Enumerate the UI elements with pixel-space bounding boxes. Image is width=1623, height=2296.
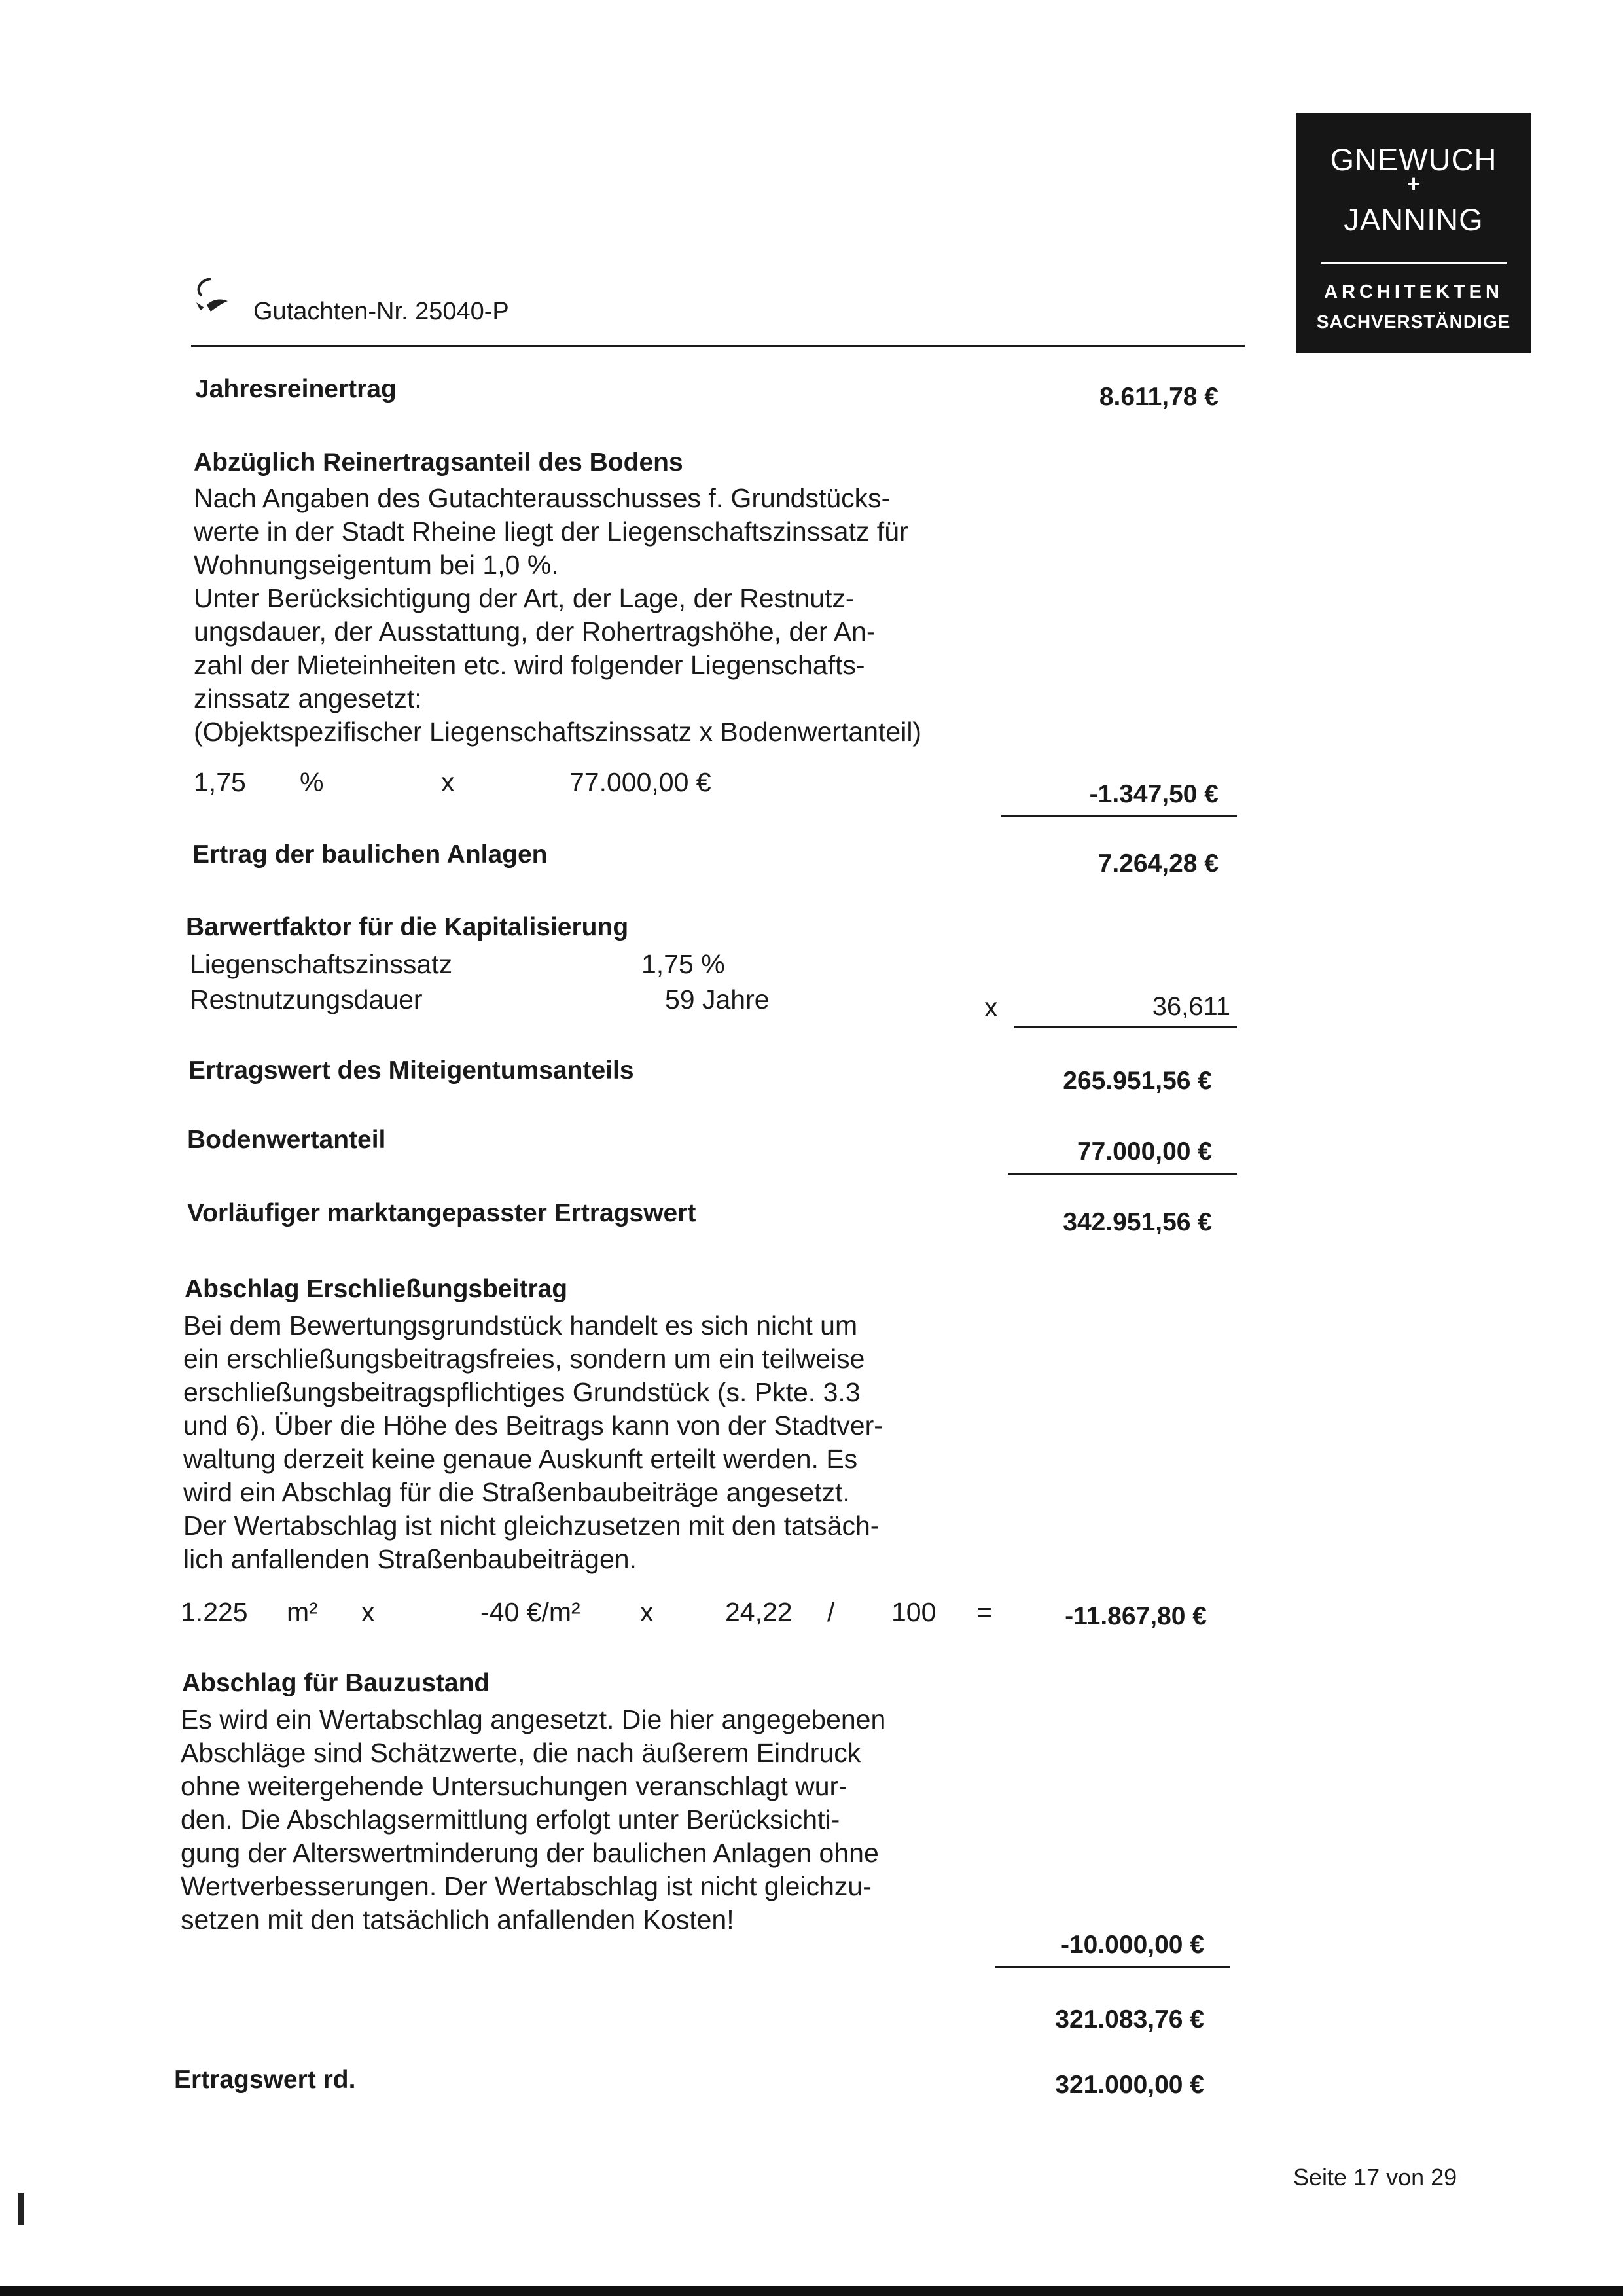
ertragswert-rd-value: 321.000,00 €	[1055, 2071, 1204, 2099]
bauzustand-value: -10.000,00 €	[1060, 1931, 1204, 1959]
paragraph-line: Abschläge sind Schätzwerte, die nach äußerem Eindruck	[181, 1738, 861, 1768]
barwertfaktor-row-label: Restnutzungsdauer	[190, 984, 423, 1014]
bauzustand-heading: Abschlag für Bauzustand	[182, 1669, 490, 1697]
paragraph-line: Nach Angaben des Gutachterausschusses f. Grundstücks-	[194, 483, 891, 513]
ertragswert-mea-value: 265.951,56 €	[1063, 1067, 1212, 1095]
erschliessung-calc-divisor: 100	[891, 1597, 936, 1627]
erschliessung-paragraph	[183, 1309, 883, 1576]
page-number: Seite 17 von 29	[1293, 2164, 1457, 2191]
bodenanteil-calc-base: 77.000,00 €	[569, 767, 711, 797]
erschliessung-calc-area: 1.225	[181, 1597, 248, 1627]
paragraph-line: Unter Berücksichtigung der Art, der Lage, der Restnutz-	[194, 583, 855, 613]
paragraph-line: wird ein Abschlag für die Straßenbaubeiträge angesetzt.	[183, 1477, 850, 1507]
barwertfaktor-value: 36,611	[1152, 992, 1230, 1021]
paragraph-line: Wohnungseigentum bei 1,0 %.	[194, 550, 559, 580]
paragraph-line: Es wird ein Wertabschlag angesetzt. Die hier angegebenen	[181, 1704, 886, 1734]
paragraph-line: Bei dem Bewertungsgrundstück handelt es sich nicht um	[183, 1310, 858, 1340]
ertrag-anlagen-value: 7.264,28 €	[1097, 850, 1219, 878]
bodenanteil-calc-operator: x	[441, 767, 455, 797]
scan-mark	[18, 2193, 24, 2225]
erschliessung-calc-equals: =	[976, 1597, 992, 1627]
barwertfaktor-heading: Barwertfaktor für die Kapitalisierung	[186, 913, 629, 941]
jahresreinertrag-value: 8.611,78 €	[1099, 383, 1219, 411]
bodenanteil-heading: Abzüglich Reinertragsanteil des Bodens	[194, 448, 683, 476]
ertragswert-rd-label: Ertragswert rd.	[174, 2066, 356, 2094]
paragraph-line: ein erschließungsbeitragsfreies, sondern um ein teilweise	[183, 1344, 865, 1374]
report-number: Gutachten-Nr. 25040-P	[253, 298, 509, 325]
paragraph-line: zinssatz angesetzt:	[194, 683, 422, 713]
subtotal-rule	[1008, 1173, 1237, 1175]
erschliessung-calc-share: 24,22	[725, 1597, 793, 1627]
paragraph-line: ohne weitergehende Untersuchungen veranschlagt wur-	[181, 1771, 847, 1801]
erschliessung-calc-operator: /	[827, 1597, 835, 1627]
bodenwertanteil-label: Bodenwertanteil	[187, 1126, 386, 1154]
header-rule	[191, 345, 1245, 347]
logo-divider	[1321, 262, 1507, 264]
bodenanteil-paragraph	[194, 482, 921, 749]
paragraph-line: erschließungsbeitragspflichtiges Grundstück (s. Pkte. 3.3	[183, 1377, 861, 1407]
paragraph-line: waltung derzeit keine genaue Auskunft erteilt werden. Es	[183, 1444, 858, 1474]
erschliessung-value: -11.867,80 €	[1065, 1602, 1207, 1630]
barwertfaktor-row-label: Liegenschaftszinssatz	[190, 949, 453, 979]
ertragswert-mea-label: Ertragswert des Miteigentumsanteils	[188, 1056, 634, 1085]
paragraph-line: und 6). Über die Höhe des Beitrags kann von der Stadtver-	[183, 1410, 883, 1441]
bodenanteil-value: -1.347,50 €	[1089, 780, 1219, 808]
erschliessung-calc-operator: x	[361, 1597, 375, 1627]
logo-subtitle-architects: ARCHITEKTEN	[1324, 281, 1503, 302]
ertrag-anlagen-label: Ertrag der baulichen Anlagen	[192, 840, 548, 869]
barwertfaktor-operator: x	[984, 992, 998, 1022]
report-mark-icon	[191, 276, 233, 314]
paragraph-line: lich anfallenden Straßenbaubeiträgen.	[183, 1544, 637, 1574]
paragraph-line: Der Wertabschlag ist nicht gleichzusetzen mit den tatsäch-	[183, 1511, 880, 1541]
barwertfaktor-row-value: 59 Jahre	[665, 984, 770, 1014]
vorlaeufig-value: 342.951,56 €	[1063, 1208, 1212, 1236]
erschliessung-calc-operator: x	[640, 1597, 654, 1627]
bodenanteil-calc-rate: 1,75	[194, 767, 246, 797]
bodenanteil-calc-unit: %	[300, 767, 324, 797]
subtotal-rule	[995, 1966, 1230, 1968]
zwischensumme-value: 321.083,76 €	[1055, 2005, 1204, 2034]
logo-subtitle-experts: SACHVERSTÄNDIGE	[1316, 312, 1511, 332]
scan-edge-shadow	[0, 2286, 1623, 2296]
company-logo	[1296, 113, 1531, 353]
jahresreinertrag-label: Jahresreinertrag	[195, 375, 397, 403]
paragraph-line: ungsdauer, der Ausstattung, der Rohertragshöhe, der An-	[194, 617, 876, 647]
paragraph-line: (Objektspezifischer Liegenschaftszinssatz x Bodenwertanteil)	[194, 717, 922, 747]
paragraph-line: setzen mit den tatsächlich anfallenden Kosten!	[181, 1905, 734, 1935]
paragraph-line: werte in der Stadt Rheine liegt der Liegenschaftszinssatz für	[194, 516, 908, 547]
paragraph-line: Wertverbesserungen. Der Wertabschlag ist nicht gleichzu-	[181, 1871, 872, 1901]
barwertfaktor-row-value: 1,75 %	[641, 949, 725, 979]
vorlaeufig-label: Vorläufiger marktangepasster Ertragswert	[187, 1199, 696, 1227]
paragraph-line: gung der Alterswertminderung der baulichen Anlagen ohne	[181, 1838, 879, 1868]
logo-plus: +	[1406, 170, 1421, 197]
paragraph-line: den. Die Abschlagsermittlung erfolgt unter Berücksichti-	[181, 1804, 840, 1835]
erschliessung-calc-rate: -40 €/m²	[480, 1597, 580, 1627]
logo-name-top: GNEWUCH	[1330, 142, 1497, 177]
paragraph-line: zahl der Mieteinheiten etc. wird folgender Liegenschafts-	[194, 650, 865, 680]
subtotal-rule	[1001, 815, 1237, 817]
bauzustand-paragraph	[181, 1703, 885, 1937]
subtotal-rule	[1014, 1026, 1237, 1028]
erschliessung-calc-area-unit: m²	[287, 1597, 318, 1627]
erschliessung-heading: Abschlag Erschließungsbeitrag	[185, 1275, 568, 1303]
logo-name-bottom: JANNING	[1344, 202, 1484, 237]
bodenwertanteil-value: 77.000,00 €	[1077, 1138, 1212, 1166]
